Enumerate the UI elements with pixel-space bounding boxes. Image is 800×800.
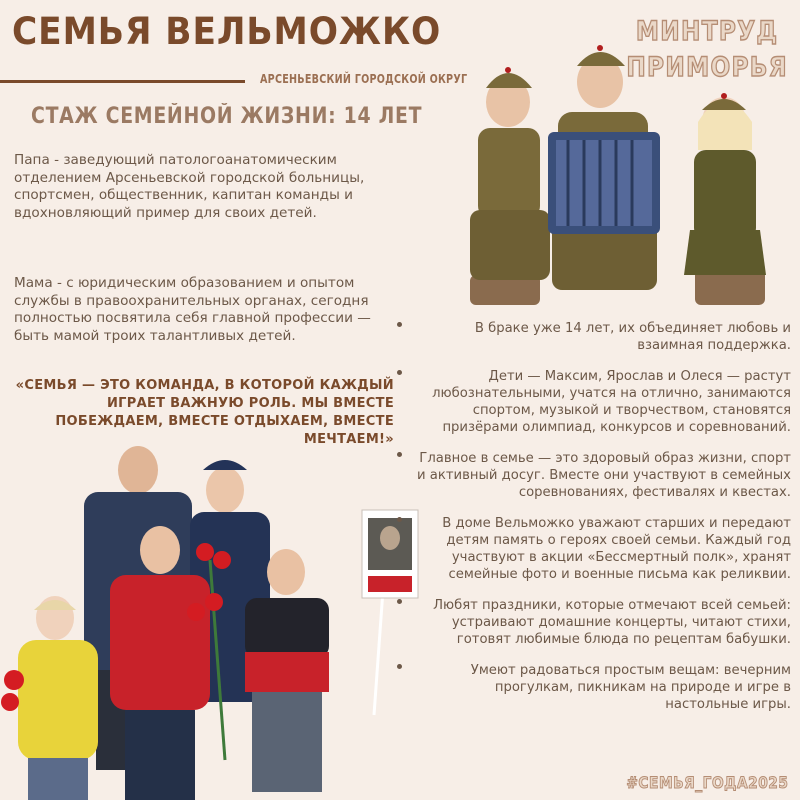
accordion [548,132,660,234]
list-item: В браке уже 14 лет, их объединяет любовь и взаимная поддержка. [395,320,791,354]
list-item: Главное в семье — это здоровый образ жизни, спорт и активный досуг. Вместе они участвуют в семейных соревнованиях, фестивалях и квестах. [395,450,791,501]
bullet-dot [397,517,402,522]
family-quote: «СЕМЬЯ — ЭТО КОМАНДА, В КОТОРОЙ КАЖДЫЙ ИГРАЕТ ВАЖНУЮ РОЛЬ. МЫ ВМЕСТЕ ПОБЕЖДАЕМ, ВМЕСТЕ ОТДЫХАЕМ, ВМЕСТЕ МЕЧТАЕМ!» [15,378,394,447]
hashtag: #СЕМЬЯ_ГОДА2025 [625,773,788,792]
tenure-heading: СТАЖ СЕМЕЙНОЙ ЖИЗНИ: 14 ЛЕТ [31,104,423,129]
list-item: Дети — Максим, Ярослав и Олеся — растут любознательными, учатся на отлично, занимаются спортом, музыкой и творчеством, становятся призёрами олимпиад, конкурсов и соревнований. [395,368,791,436]
page-title: СЕМЬЯ ВЕЛЬМОЖКО [12,10,442,53]
badge-line-1: МИНТРУД [635,16,779,47]
bullet-dot [397,452,402,457]
boy-left [470,67,550,280]
facts-list [395,320,791,727]
girl-right [684,93,766,275]
father-description: Папа - заведующий патологоанатомическим отделением Арсеньевской городской больницы, спортсмен, общественник, капитан команды и вдохновляющий пример для своих детей. [14,152,365,221]
stump-right [695,270,765,305]
list-item: Любят праздники, которые отмечают всей семьей: устраивают домашние концерты, читают стихи, готовят любимые блюда по рецептам бабушки. [395,597,791,648]
bullet-dot [397,370,402,375]
list-item: Умеют радоваться простым вещам: вечерним прогулкам, пикникам на природе и игре в настольные игры. [395,662,791,713]
list-item: В доме Вельможко уважают старших и передают детям память о героях своей семьи. Каждый год участвуют в акции «Бессмертный полк», хранят семейные фото и военные письма как реликвии. [395,515,791,583]
badge-line-2: ПРИМОРЬЯ [626,52,788,83]
bullet-dot [397,664,402,669]
mother-description: Мама - с юридическим образованием и опытом службы в правоохранительных органах, сегодня полностью посвятила себя главной профессии — быть мамой троих талантливых детей. [14,275,371,344]
children-photo [440,40,775,310]
bullet-dot [397,322,402,327]
district-label: АРСЕНЬЕВСКИЙ ГОРОДСКОЙ ОКРУГ [260,72,468,86]
family-photo [0,430,430,800]
bullet-dot [397,599,402,604]
title-underline [0,80,245,83]
